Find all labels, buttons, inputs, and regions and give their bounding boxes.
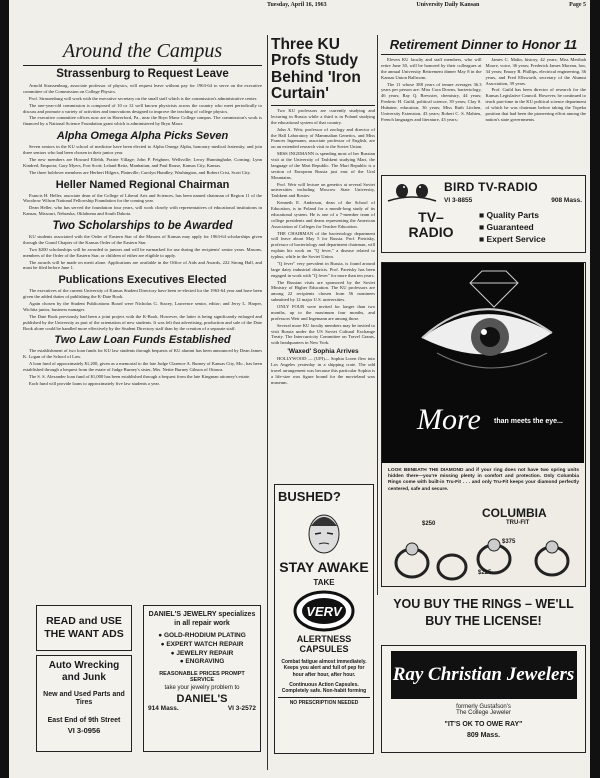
wrecking-phone: VI 3-0956 (67, 725, 101, 735)
wrecking-addr: East End of 9th Street (47, 716, 121, 724)
retirement-col-2: James C. Malin, history, 42 years; Miss Meribah Moore, voice, 36 years; Frederick James Moreau, law, 34 years; Emory R. Phillips, electrical engineering, 36 years, and Fred Ellsworth, secretary of the Alumni Association, 39 years. Prof. Guild has been director of research for the Kansas Legislative Council. However, he continued to teach part-time in the KU political science department of which he was chairman before taking the Topeka position that had been the pioneering effort among the nation's state governments. (485, 57, 586, 122)
price-3: $225 (478, 570, 492, 576)
columbia-brand: COLUMBIA (482, 506, 547, 520)
daniels-sub: REASONABLE PRICES PROMPT SERVICE (159, 671, 245, 684)
publications-body: The executives of the current University of Kansas Student Directory have been re-elected for the 1963-64 year and have been given the added duties of publishing the K-Date Book. Again chosen by the Student Publications Board were Nicholas G. Stacey, Lawrence senior, editor; and Jerry L. Harper, Wichita junior, business manager. The Date Book previously had been a joint project with the K-Book. However, the latter is being significantly enlarged and published by the University as part of the orientation of new students. It was felt that advertising, production and sale of the Date Book alone could be handled more effectively by the Student Directory staff than by the creation of a separate staff. (23, 288, 262, 331)
rings-license-banner: YOU BUY THE RINGS – WE'LL BUY THE LICENSE! (393, 597, 574, 628)
alertness-capsules: ALERTNESS CAPSULES (296, 634, 352, 655)
price-2: $375 (502, 539, 516, 545)
diamond-eye-icon (382, 263, 584, 463)
daniels-services: ● GOLD-RHODIUM PLATING ● EXPERT WATCH REPAIR ● JEWELRY REPAIR ● ENGRAVING (158, 632, 246, 666)
ray-addr: 809 Mass. (466, 732, 501, 739)
bird-name: BIRD TV-RADIO (444, 180, 538, 194)
column-rule (267, 35, 268, 770)
bushed-q: BUSHED? (278, 489, 341, 504)
take: TAKE (313, 578, 335, 588)
retirement-title: Retirement Dinner to Honor 11 (389, 37, 578, 52)
ray-formerly: formerly Gustafson's (456, 704, 511, 710)
verv-logo-icon (293, 590, 355, 632)
verv-noprescription: NO PRESCRIPTION NEEDED (278, 697, 370, 706)
wrecking-sub: New and Used Parts and Tires (43, 691, 125, 707)
ray-logo: Ray Christian Jewelers (391, 651, 577, 699)
eye-illustration (382, 263, 584, 463)
profs-column (271, 37, 375, 477)
retirement-col-1: Eleven KU faculty and staff members, who will retire June 30, will be honored by their colleagues at the annual University Retirement dinner May 8 in the Kansas Union Ballroom. The 11 whose 388 years of tenure averages 36.3 years per person are: Miss Cora Downs, bacteriology, 46 years; Ray Q. Brewster, chemistry, 44 years; Frederic H. Guild, political science, 39 years; Clay S. Hubaine, education, 36 years; Miss Ruth Litchen, University Extension, 43 years; Robert C. S. Mahieu, French languages and literature, 43 years; (381, 57, 482, 122)
bird-contact: VI 3-8855 908 Mass. (444, 197, 582, 204)
columbia-trufit: TRU-FIT (506, 520, 530, 526)
sleepy-face-icon (301, 506, 347, 558)
tv-radio-label: TV– RADIO (408, 209, 454, 240)
daniels-jewelry-ad (143, 605, 261, 752)
heller-body: Francis H. Heller, associate dean of the College of Liberal Arts and Sciences, has been named chairman of Region 11 of the Woodrow Wilson National Fellowship Foundation for the coming year. Dean Heller, who has served the foundation four years, will work closely with representatives of educational institutions in Kansas, Missouri, Nebraska, Oklahoma and South Dakota. (23, 192, 262, 217)
verv-bushed-ad (274, 484, 374, 754)
want-ads-ad: READ and USE THE WANT ADS (36, 605, 132, 651)
newspaper-page (9, 0, 590, 778)
daniels-name: DANIEL'S (176, 693, 228, 706)
columbia-diamond-ad (381, 262, 586, 587)
stay-awake: STAY AWAKE (279, 559, 369, 575)
more-word: More (417, 403, 481, 436)
dateline-date: Tuesday, April 16, 1963 (267, 2, 327, 8)
strassenburg-head: Strassenburg to Request Leave (56, 68, 229, 80)
ray-christian-ad (381, 645, 586, 753)
law-loans-head: Two Law Loan Funds Established (54, 334, 231, 347)
around-campus-title: Around the Campus (62, 40, 223, 62)
verv-body: Combat fatigue almost immediately. Keeps you alert and full of pep for hour after hour, after hour. (281, 659, 367, 678)
waxed-body: HOLLYWOOD — (UPI)— Sophia Loren flew into Los Angeles yesterday in a shipping crate. The odd travel arrangement was because this particular Sophia is a life-size wax figure bound for the movieland wax museum. (271, 356, 375, 385)
daniels-contact: 914 Mass. VI 3-2572 (148, 705, 256, 713)
strassenburg-body: Arnold Strassenburg, associate professor of physics, will request leave without pay for 1963-64 to serve on the executive committee of the Commission on College Physics. Prof. Strassenburg will work with the executive secretary on the small staff which is the commission's administrative center. The one-year-old commission is composed of 10 or 12 well known physicists across the country who meet periodically to discuss and promote a variety of activities and innovations designed to improve the teaching of college physics. The executive committee offices now are in Haverford, Pa., near the Bryn Mawr College campus. The commission's work is financed by a National Science Foundation grant which is administered by Bryn Mawr. (23, 83, 262, 127)
daniels-bottom: take your jewelry problem to (164, 685, 240, 692)
publications-head: Publications Executives Elected (58, 274, 227, 287)
scholarships-head: Two Scholarships to be Awarded (52, 220, 233, 232)
retirement-article (381, 37, 586, 167)
bird-tv-radio-ad (381, 175, 586, 253)
ray-slogan: "IT'S OK TO OWE RAY" (444, 721, 523, 728)
price-1: $250 (422, 521, 436, 527)
ray-shop: The College Jeweler (456, 710, 511, 716)
daniels-top: DANIEL'S JEWELRY specializes in all repair work (148, 611, 256, 628)
dateline (267, 2, 586, 12)
auto-wrecking-ad (36, 655, 132, 752)
alpha-omega-head: Alpha Omega Alpha Picks Seven (56, 130, 229, 143)
meets-eye: than meets the eye... (494, 418, 563, 425)
wrecking-title: Auto Wrecking and Junk (48, 660, 120, 683)
dateline-page: Page 5 (569, 2, 586, 8)
heller-head: Heller Named Regional Chairman (55, 178, 230, 191)
waxed-head: 'Waxed' Sophia Arrives (287, 348, 359, 356)
svg-text:VERV: VERV (306, 604, 342, 620)
around-campus-column (23, 40, 262, 596)
dateline-paper: University Daily Kansan (416, 2, 480, 8)
law-loans-body: The establishment of two loan funds for KU law students through bequests of KU alumni has been announced by Dean James K. Logan of the School of Law. A loan fund of approximately $1,200, given as a memorial to the late Judge Clarence A. Burney of Kansas City, Mo., has been established through a bequest from the estate of Judge Burney's sister, Mrs. Nettie Burney Gibson of Ottawa. The S. S. Alexander loan fund of $1,000 has been established through a bequest from the late Kingman attorney's estate. Each fund will provide loans to approximately five law students a year. (23, 348, 262, 386)
column-rule-2 (377, 35, 378, 595)
bird-bullets: ■ Quality Parts ■ Guaranteed ■ Expert Service (479, 210, 546, 244)
alpha-omega-body: Seven seniors in the KU school of medicine have been elected to Alpha Omega Alpha, honorary medical fraternity, and join three seniors who had been chosen in their junior year. The new members are Howard Elfeldt, Prairie Village; John P. Feighner, Wellsville; Leroy Hunninghake, Corning; Lynn Kindred, Emporia; Gary Myers, Fort Scott; Leland Reitz, Manhattan; and Paul Rouse, Kansas City, Kansas. The three holdover members are Herbert Hilgers, Plainville; Carolyn Hundley, Washington, and Robert Crist, Scott City. (23, 144, 262, 175)
birds-icon (386, 179, 438, 209)
verv-continuous: Continuous Action Capsules. Completely safe. Non-habit forming (281, 681, 367, 695)
columbia-body: LOOK BENEATH THE DIAMOND and if your ring does not have two spring units hidden there—you're missing plenty in comfort and protection. Only Columbia Rings come with built-in Tru-Fit . . . and only Tru-Fit keeps your diamond perfectly centered, safe and secure. (388, 468, 579, 492)
scholarships-body: KU students associated with the Order of Eastern Star of the Masons of Kansas may apply for 1963-64 scholarships given through the Grand Chapter of the Kansas Order of the Eastern Star. Two $200 scholarships will be awarded to juniors and will be earmarked for use during the recipients' senior years. Masons, members of the Order of the Eastern Star, or children of either are eligible to apply. The awards will be made on merit alone. Applications are available in the Office of Aids and Awards, 222 Strong Hall, and must be filed before June 1. (23, 234, 262, 271)
profs-title: Three KU Profs Study Behind 'Iron Curtain' (271, 37, 361, 102)
profs-body: Two KU professors are currently studying and lecturing in Russia while a third is in Poland studying the educational system of that country. John A. Weir, professor of zoology and director of the Hall Laboratory of Mammalian Genetics, and Miss Frances Ingemann, associate professor of English, are on an extended research visit to the Soviet Union. MISS INGEMANN is spending most of her Russian visit at the University of Tashkent studying Mari, the language of the Mari Republic. The Mari Republic is a section of European Russia just east of the Ural Mountains. Prof. Weir will lecture on genetics at several Soviet universities including Moscow State University, Tashkent and Rostov. Kenneth E. Anderson, dean of the School of Education, is in Poland for a month-long study of its educational system. He is one of a 7-member team of college presidents and deans representing the American Association of Colleges for Teacher Education. THE CHAIRMAN of the bacteriology department will leave about May 5 for Russia. Prof. Pietrisky, professor of bacteriology and department chairman, will explain his work on "Q fever," a disease related to typhus, while in the Soviet Union. "Q fever" very prevalent in Russia, is found around large dairy industrial districts. Prof. Paretsky has been engaged in work with "Q fever" for more than ten years. The Russian visits are sponsored by the Soviet Ministry of Higher Education. The KU professors are among 22 recipients chosen from 56 nominees submitted by 12 major U.S. universities. ONLY FOUR were invited for longer than two months, up to the maximum four months, and professors Weir and Ingemann are among those. Several more KU faculty members may be invited to visit Russia under the US Soviet Cultural Exchange Treaty. The Intercurricity Committee on Travel Grants, with headquarters in New York. (271, 108, 375, 346)
